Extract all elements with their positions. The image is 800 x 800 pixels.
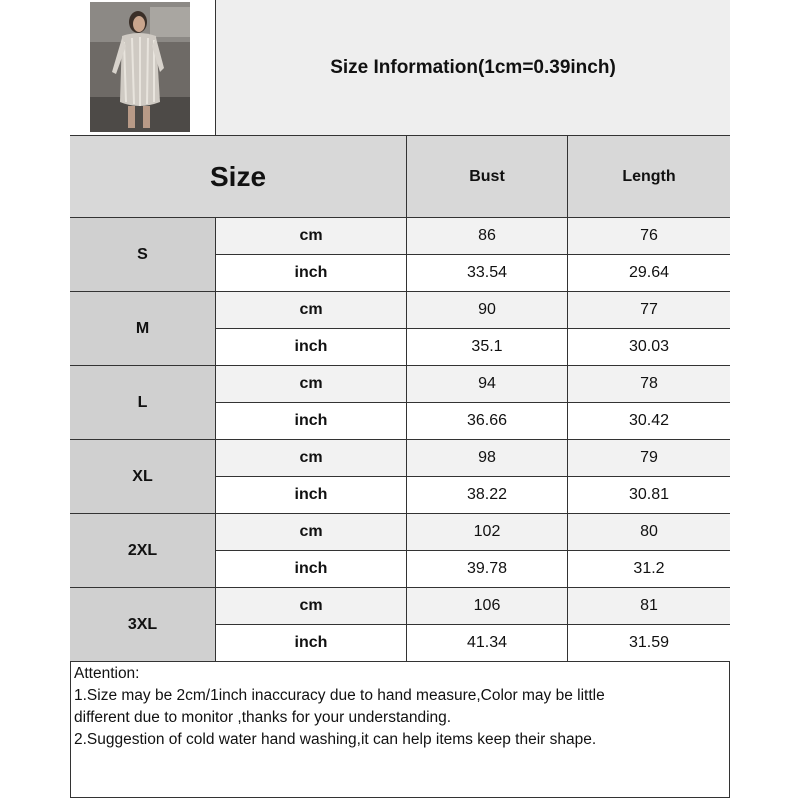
length-cm-value: 80 — [568, 514, 730, 551]
bust-cm-value: 86 — [407, 218, 568, 255]
length-cm-value: 78 — [568, 366, 730, 403]
bust-cm-value: 106 — [407, 588, 568, 625]
unit-inch: inch — [216, 329, 407, 366]
bust-inch-value: 38.22 — [407, 477, 568, 514]
unit-cm: cm — [216, 218, 407, 255]
size-information-title: Size Information(1cm=0.39inch) — [216, 0, 730, 136]
size-label-3xl: 3XL — [70, 588, 216, 662]
bust-inch-value: 33.54 — [407, 255, 568, 292]
length-inch-value: 30.03 — [568, 329, 730, 366]
unit-inch: inch — [216, 403, 407, 440]
header-length: Length — [568, 136, 730, 218]
bust-inch-value: 39.78 — [407, 551, 568, 588]
header-bust: Bust — [407, 136, 568, 218]
size-label-m: M — [70, 292, 216, 366]
length-cm-value: 77 — [568, 292, 730, 329]
unit-cm: cm — [216, 292, 407, 329]
bust-cm-value: 102 — [407, 514, 568, 551]
length-inch-value: 31.2 — [568, 551, 730, 588]
note-line: 1.Size may be 2cm/1inch inaccuracy due to hand measure,Color may be little — [74, 687, 605, 704]
model-photo-illustration — [90, 2, 190, 132]
unit-cm: cm — [216, 514, 407, 551]
length-inch-value: 31.59 — [568, 625, 730, 662]
note-line: 2.Suggestion of cold water hand washing,it can help items keep their shape. — [74, 731, 597, 748]
length-inch-value: 30.81 — [568, 477, 730, 514]
length-cm-value: 81 — [568, 588, 730, 625]
unit-cm: cm — [216, 366, 407, 403]
unit-cm: cm — [216, 588, 407, 625]
product-photo — [70, 0, 216, 136]
bust-cm-value: 94 — [407, 366, 568, 403]
size-label-l: L — [70, 366, 216, 440]
bust-inch-value: 41.34 — [407, 625, 568, 662]
unit-inch: inch — [216, 477, 407, 514]
size-label-2xl: 2XL — [70, 514, 216, 588]
bust-inch-value: 35.1 — [407, 329, 568, 366]
attention-heading: Attention: — [74, 665, 140, 682]
bust-cm-value: 90 — [407, 292, 568, 329]
unit-inch: inch — [216, 625, 407, 662]
unit-inch: inch — [216, 551, 407, 588]
size-label-s: S — [70, 218, 216, 292]
length-inch-value: 29.64 — [568, 255, 730, 292]
header-size: Size — [70, 136, 407, 218]
unit-inch: inch — [216, 255, 407, 292]
length-cm-value: 79 — [568, 440, 730, 477]
size-label-xl: XL — [70, 440, 216, 514]
bust-inch-value: 36.66 — [407, 403, 568, 440]
attention-notes — [74, 663, 724, 751]
unit-cm: cm — [216, 440, 407, 477]
note-line: different due to monitor ,thanks for your understanding. — [74, 709, 452, 726]
length-inch-value: 30.42 — [568, 403, 730, 440]
length-cm-value: 76 — [568, 218, 730, 255]
bust-cm-value: 98 — [407, 440, 568, 477]
